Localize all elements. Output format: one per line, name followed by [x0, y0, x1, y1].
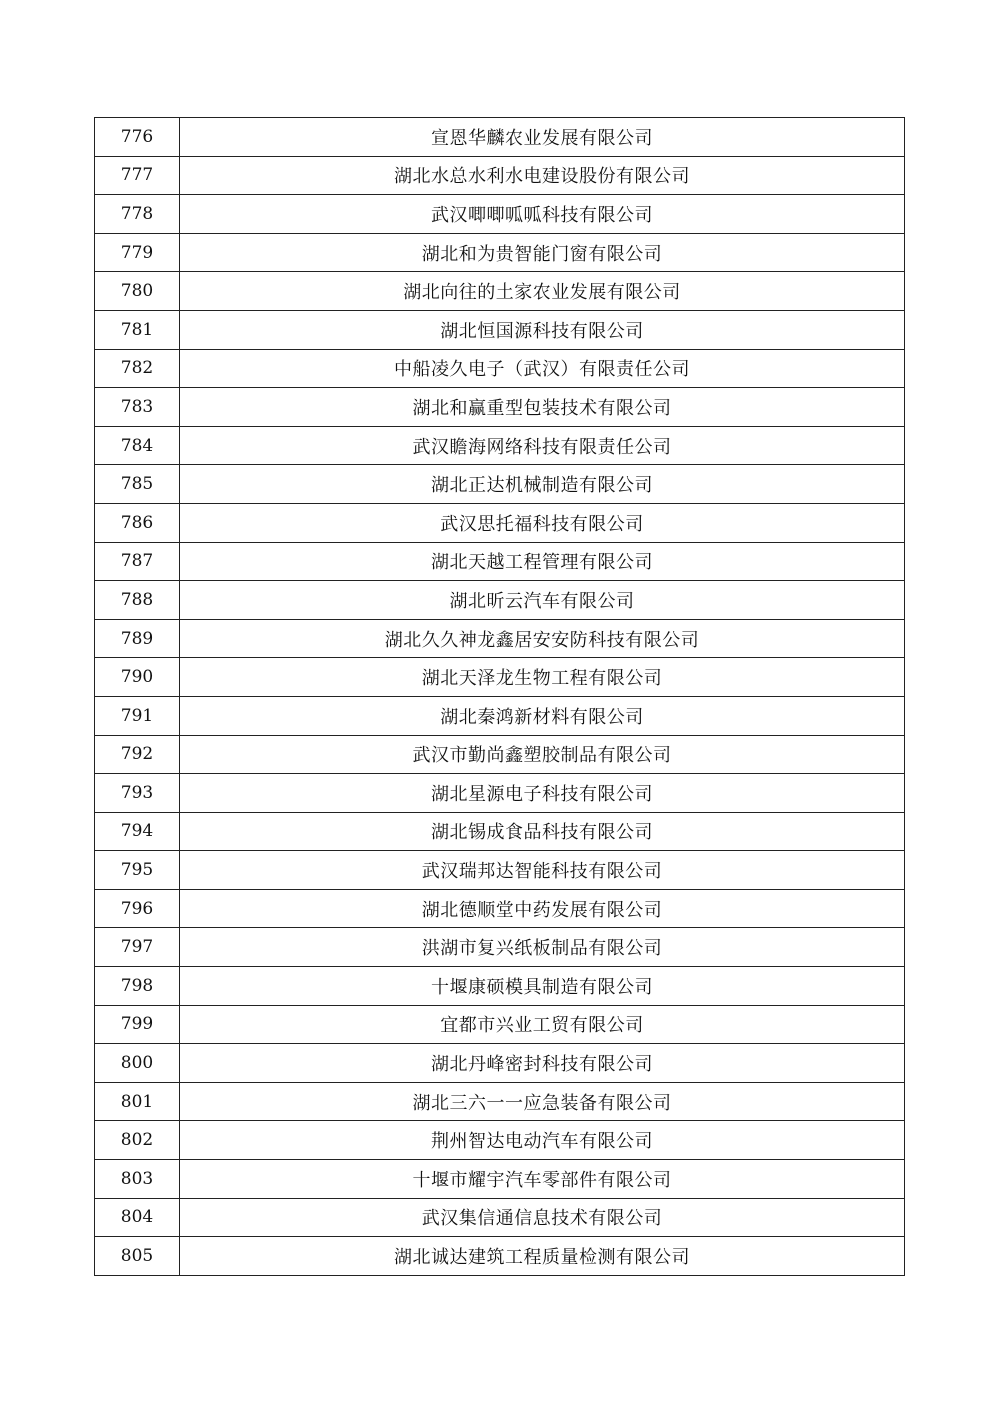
row-number: 798 [95, 967, 180, 1006]
row-number: 800 [95, 1044, 180, 1083]
table-row [95, 1160, 905, 1199]
company-name: 荆州智达电动汽车有限公司 [180, 1121, 905, 1160]
row-number: 787 [95, 542, 180, 581]
row-number: 777 [95, 156, 180, 195]
table-row [95, 581, 905, 620]
company-name: 湖北向往的土家农业发展有限公司 [180, 272, 905, 311]
table-row [95, 1198, 905, 1237]
table-row [95, 619, 905, 658]
company-name: 武汉思托福科技有限公司 [180, 503, 905, 542]
table-row [95, 696, 905, 735]
row-number: 779 [95, 233, 180, 272]
company-name: 武汉瞻海网络科技有限责任公司 [180, 426, 905, 465]
company-name: 湖北丹峰密封科技有限公司 [180, 1044, 905, 1083]
table-row [95, 1082, 905, 1121]
company-name: 洪湖市复兴纸板制品有限公司 [180, 928, 905, 967]
company-name: 湖北天泽龙生物工程有限公司 [180, 658, 905, 697]
row-number: 802 [95, 1121, 180, 1160]
table-row [95, 1005, 905, 1044]
row-number: 795 [95, 851, 180, 890]
company-list-body [95, 118, 905, 1276]
row-number: 783 [95, 388, 180, 427]
company-name: 湖北久久神龙鑫居安安防科技有限公司 [180, 619, 905, 658]
company-name: 武汉集信通信息技术有限公司 [180, 1198, 905, 1237]
table-row [95, 735, 905, 774]
row-number: 792 [95, 735, 180, 774]
company-name: 武汉瑞邦达智能科技有限公司 [180, 851, 905, 890]
row-number: 791 [95, 696, 180, 735]
row-number: 788 [95, 581, 180, 620]
company-name: 湖北昕云汽车有限公司 [180, 581, 905, 620]
table-row [95, 310, 905, 349]
row-number: 786 [95, 503, 180, 542]
row-number: 801 [95, 1082, 180, 1121]
table-row [95, 388, 905, 427]
table-row [95, 774, 905, 813]
table-row [95, 118, 905, 157]
row-number: 797 [95, 928, 180, 967]
table-row [95, 967, 905, 1006]
company-name: 湖北天越工程管理有限公司 [180, 542, 905, 581]
company-name: 宣恩华麟农业发展有限公司 [180, 118, 905, 157]
company-name: 湖北秦鸿新材料有限公司 [180, 696, 905, 735]
company-name: 十堰康硕模具制造有限公司 [180, 967, 905, 1006]
table-row [95, 465, 905, 504]
row-number: 790 [95, 658, 180, 697]
company-list-table [94, 117, 905, 1276]
company-name: 湖北正达机械制造有限公司 [180, 465, 905, 504]
table-row [95, 503, 905, 542]
table-row [95, 1121, 905, 1160]
table-row [95, 1044, 905, 1083]
table-row [95, 156, 905, 195]
row-number: 789 [95, 619, 180, 658]
row-number: 804 [95, 1198, 180, 1237]
company-name: 武汉市勤尚鑫塑胶制品有限公司 [180, 735, 905, 774]
row-number: 785 [95, 465, 180, 504]
company-name: 中船凌久电子（武汉）有限责任公司 [180, 349, 905, 388]
company-name: 宜都市兴业工贸有限公司 [180, 1005, 905, 1044]
company-name: 湖北水总水利水电建设股份有限公司 [180, 156, 905, 195]
row-number: 805 [95, 1237, 180, 1276]
table-row [95, 426, 905, 465]
table-row [95, 1237, 905, 1276]
row-number: 794 [95, 812, 180, 851]
row-number: 793 [95, 774, 180, 813]
row-number: 776 [95, 118, 180, 157]
table-row [95, 233, 905, 272]
company-name: 湖北三六一一应急装备有限公司 [180, 1082, 905, 1121]
table-row [95, 349, 905, 388]
row-number: 780 [95, 272, 180, 311]
company-name: 十堰市耀宇汽车零部件有限公司 [180, 1160, 905, 1199]
table-row [95, 812, 905, 851]
company-name: 湖北诚达建筑工程质量检测有限公司 [180, 1237, 905, 1276]
table-row [95, 542, 905, 581]
row-number: 782 [95, 349, 180, 388]
table-row [95, 658, 905, 697]
table-row [95, 889, 905, 928]
company-name: 湖北星源电子科技有限公司 [180, 774, 905, 813]
company-name: 湖北和赢重型包装技术有限公司 [180, 388, 905, 427]
row-number: 781 [95, 310, 180, 349]
row-number: 796 [95, 889, 180, 928]
company-name: 湖北锡成食品科技有限公司 [180, 812, 905, 851]
company-name: 武汉唧唧呱呱科技有限公司 [180, 195, 905, 234]
table-row [95, 928, 905, 967]
row-number: 799 [95, 1005, 180, 1044]
row-number: 778 [95, 195, 180, 234]
row-number: 784 [95, 426, 180, 465]
table-row [95, 195, 905, 234]
company-name: 湖北恒国源科技有限公司 [180, 310, 905, 349]
table-row [95, 272, 905, 311]
row-number: 803 [95, 1160, 180, 1199]
company-name: 湖北德顺堂中药发展有限公司 [180, 889, 905, 928]
company-name: 湖北和为贵智能门窗有限公司 [180, 233, 905, 272]
table-row [95, 851, 905, 890]
